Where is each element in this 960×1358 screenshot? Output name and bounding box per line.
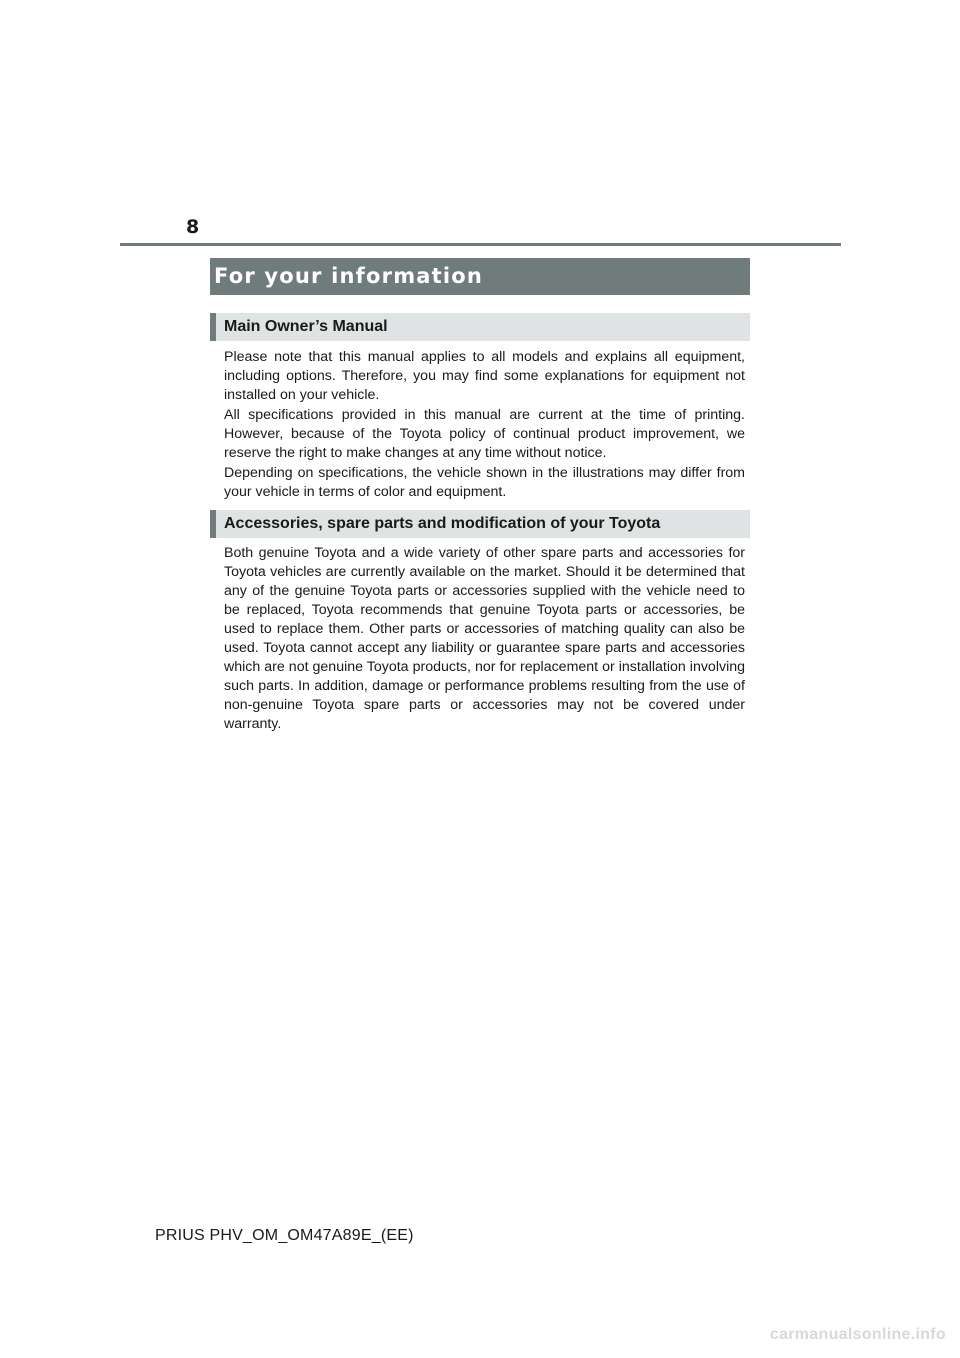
paragraph: All specifications provided in this manual are current at the time of printing. However, because of the Toyota policy of continual product improvement, we reserve the right to make changes at any time without notice. [224, 407, 745, 461]
watermark: carmanualsonline.info [769, 1326, 946, 1343]
footer-document-code: PRIUS PHV_OM_OM47A89E_(EE) [155, 1227, 414, 1244]
page-number: 8 [186, 216, 200, 238]
accessories-body [224, 544, 745, 734]
paragraph: Depending on specifications, the vehicle shown in the illustrations may differ from your vehicle in terms of color and equipment. [224, 465, 745, 500]
main-owners-manual-body [224, 348, 745, 502]
section-title: For your information [214, 264, 484, 288]
subheading-accessories [210, 510, 750, 538]
top-rule [120, 243, 841, 246]
paragraph: Both genuine Toyota and a wide variety of other spare parts and accessories for Toyota vehicles are currently available on the market. Should it be determined that any of the genuine Toyota parts or accessories supplied with the vehicle need to be replaced, Toyota recommends that genuine Toyota parts or accessories, be used to replace them. Other parts or accessories of matching quality can also be used. Toyota cannot accept any liability or guarantee spare parts and accessories which are not genuine Toyota products, nor for replacement or installation involving such parts. In addition, damage or performance problems resulting from the use of non-genuine Toyota spare parts or accessories may not be covered under warranty. [224, 545, 745, 732]
subheading-text: Accessories, spare parts and modification of your Toyota [224, 515, 661, 532]
paragraph: Please note that this manual applies to all models and explains all equipment, including options. Therefore, you may find some explanations for equipment not installed on your vehicle. [224, 349, 745, 403]
subheading-text: Main Owner’s Manual [224, 318, 388, 335]
subheading-main-owners-manual [210, 313, 750, 341]
section-title-bar [210, 258, 750, 295]
